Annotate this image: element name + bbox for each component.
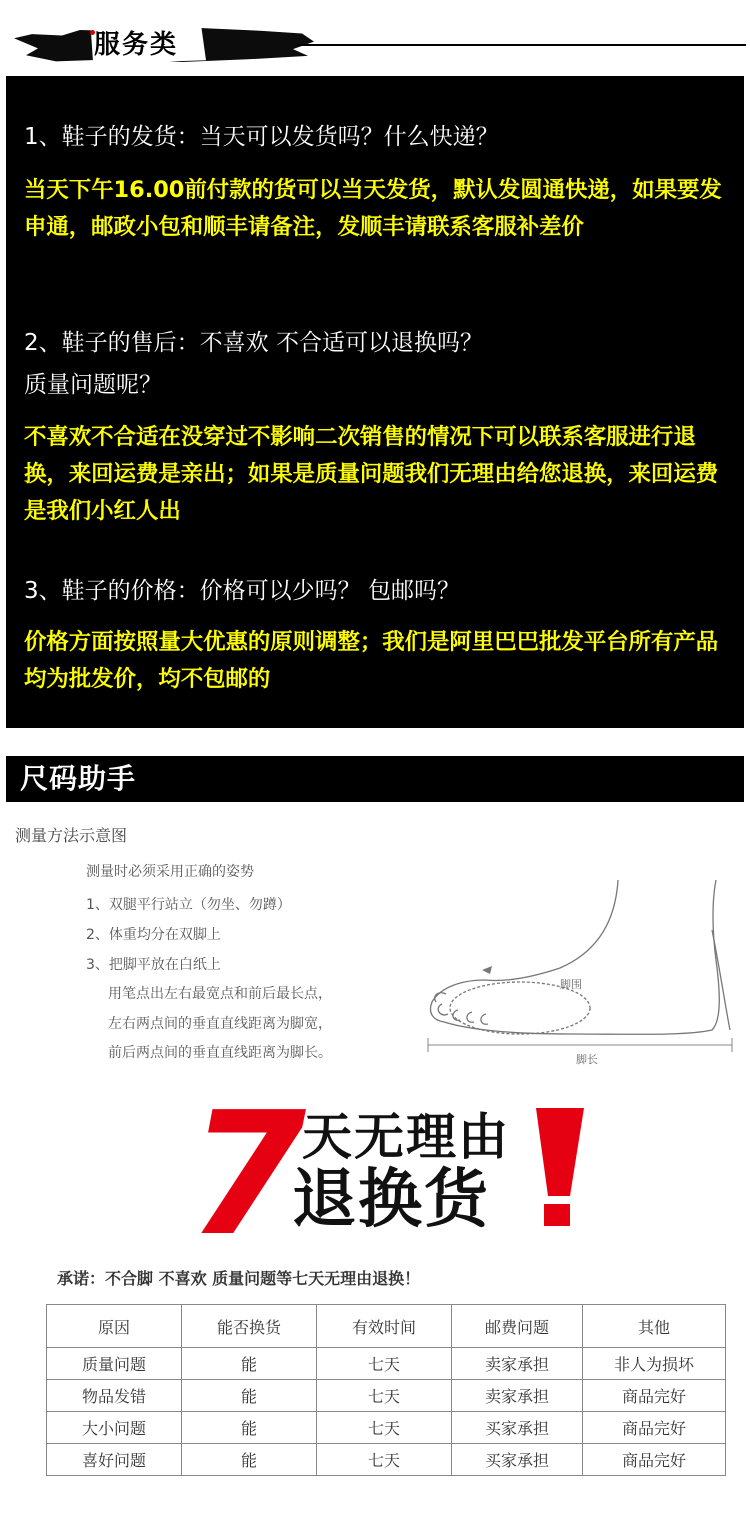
table-cell: 能: [182, 1348, 317, 1380]
table-cell: 能: [182, 1380, 317, 1412]
banner-rule: [296, 44, 746, 46]
table-cell: 买家承担: [452, 1444, 583, 1476]
service-banner: [6, 20, 750, 68]
measure-instruction-1: 用笔点出左右最宽点和前后最长点，: [108, 986, 332, 1002]
table-cell: 喜好问题: [47, 1444, 182, 1476]
return-exchange-heading: 退换货: [292, 1163, 490, 1237]
table-cell: 非人为损坏: [583, 1348, 726, 1380]
faq-question-aftersale: 2、鞋子的售后：不喜欢 不合适可以退换吗？: [24, 330, 483, 356]
seven-day-block: [188, 1076, 307, 1274]
table-cell: 七天: [317, 1444, 452, 1476]
big-seven-number: 7: [188, 1076, 307, 1274]
foot-measurement-diagram: [420, 870, 750, 1080]
table-cell: 买家承担: [452, 1412, 583, 1444]
service-title: 服务类: [94, 30, 179, 60]
foot-girth-label: 脚围: [560, 978, 582, 991]
table-row: [47, 1412, 726, 1444]
faq-panel: [6, 76, 744, 728]
foot-toes: [435, 993, 488, 1025]
faq-question-aftersale-quality: 质量问题呢？: [24, 372, 162, 398]
foot-ankle-line: [712, 930, 730, 1030]
col-header-exchangeable: 能否换货: [182, 1305, 317, 1348]
measure-posture-note: 测量时必须采用正确的姿势: [86, 864, 254, 880]
table-cell: 大小问题: [47, 1412, 182, 1444]
col-header-other: 其他: [583, 1305, 726, 1348]
col-header-shipping: 邮费问题: [452, 1305, 583, 1348]
exclamation-mark-icon: [532, 1108, 584, 1228]
col-header-reason: 原因: [47, 1305, 182, 1348]
table-cell: 商品完好: [583, 1412, 726, 1444]
faq-answer-shipping: 当天下午16.00前付款的货可以当天发货，默认发圆通快递，如果要发申通，邮政小包和顺丰请备注，发顺丰请联系客服补差价: [24, 177, 722, 240]
faq-answer-price: 价格方面按照量大优惠的原则调整；我们是阿里巴巴批发平台所有产品均为批发价，均不包邮的: [24, 629, 719, 692]
no-reason-heading: 天无理由: [302, 1108, 510, 1166]
return-promise-text: 承诺：不合脚 不喜欢 质量问题等七天无理由退换！: [57, 1269, 421, 1288]
table-cell: 七天: [317, 1412, 452, 1444]
return-policy-table: [46, 1304, 726, 1476]
faq-question-shipping: 1、鞋子的发货：当天可以发货吗？什么快递？: [24, 124, 499, 150]
table-cell: 卖家承担: [452, 1348, 583, 1380]
table-row: [47, 1380, 726, 1412]
measure-step-1: 1、双腿平行站立（勿坐、勿蹲）: [86, 897, 291, 913]
table-cell: 质量问题: [47, 1348, 182, 1380]
measure-diagram-title: 测量方法示意图: [15, 826, 128, 845]
table-cell: 商品完好: [583, 1380, 726, 1412]
foot-length-label: 脚长: [576, 1053, 598, 1066]
table-row: [47, 1348, 726, 1380]
table-cell: 商品完好: [583, 1444, 726, 1476]
faq-question-price: 3、鞋子的价格：价格可以少吗？ 包邮吗？: [24, 578, 460, 604]
table-cell: 七天: [317, 1380, 452, 1412]
measure-instruction-3: 前后两点间的垂直直线距离为脚长。: [108, 1045, 332, 1061]
girth-arrow-head: [482, 966, 492, 974]
col-header-valid-time: 有效时间: [317, 1305, 452, 1348]
measure-step-3: 3、把脚平放在白纸上: [86, 957, 221, 973]
foot-outline: [431, 880, 720, 1034]
table-cell: 能: [182, 1412, 317, 1444]
faq-answer-aftersale: 不喜欢不合适在没穿过不影响二次销售的情况下可以联系客服进行退换，来回运费是亲出；如果是质量问题我们无理由给您退换，来回运费是我们小红人出: [24, 424, 719, 524]
table-cell: 能: [182, 1444, 317, 1476]
measure-instruction-2: 左右两点间的垂直直线距离为脚宽，: [108, 1016, 332, 1032]
table-cell: 物品发错: [47, 1380, 182, 1412]
table-cell: 七天: [317, 1348, 452, 1380]
size-helper-title: 尺码助手: [20, 762, 137, 795]
measure-step-2: 2、体重均分在双脚上: [86, 927, 221, 943]
table-row: [47, 1444, 726, 1476]
size-helper-banner: [6, 756, 744, 802]
table-header-row: [47, 1305, 726, 1348]
table-cell: 卖家承担: [452, 1380, 583, 1412]
